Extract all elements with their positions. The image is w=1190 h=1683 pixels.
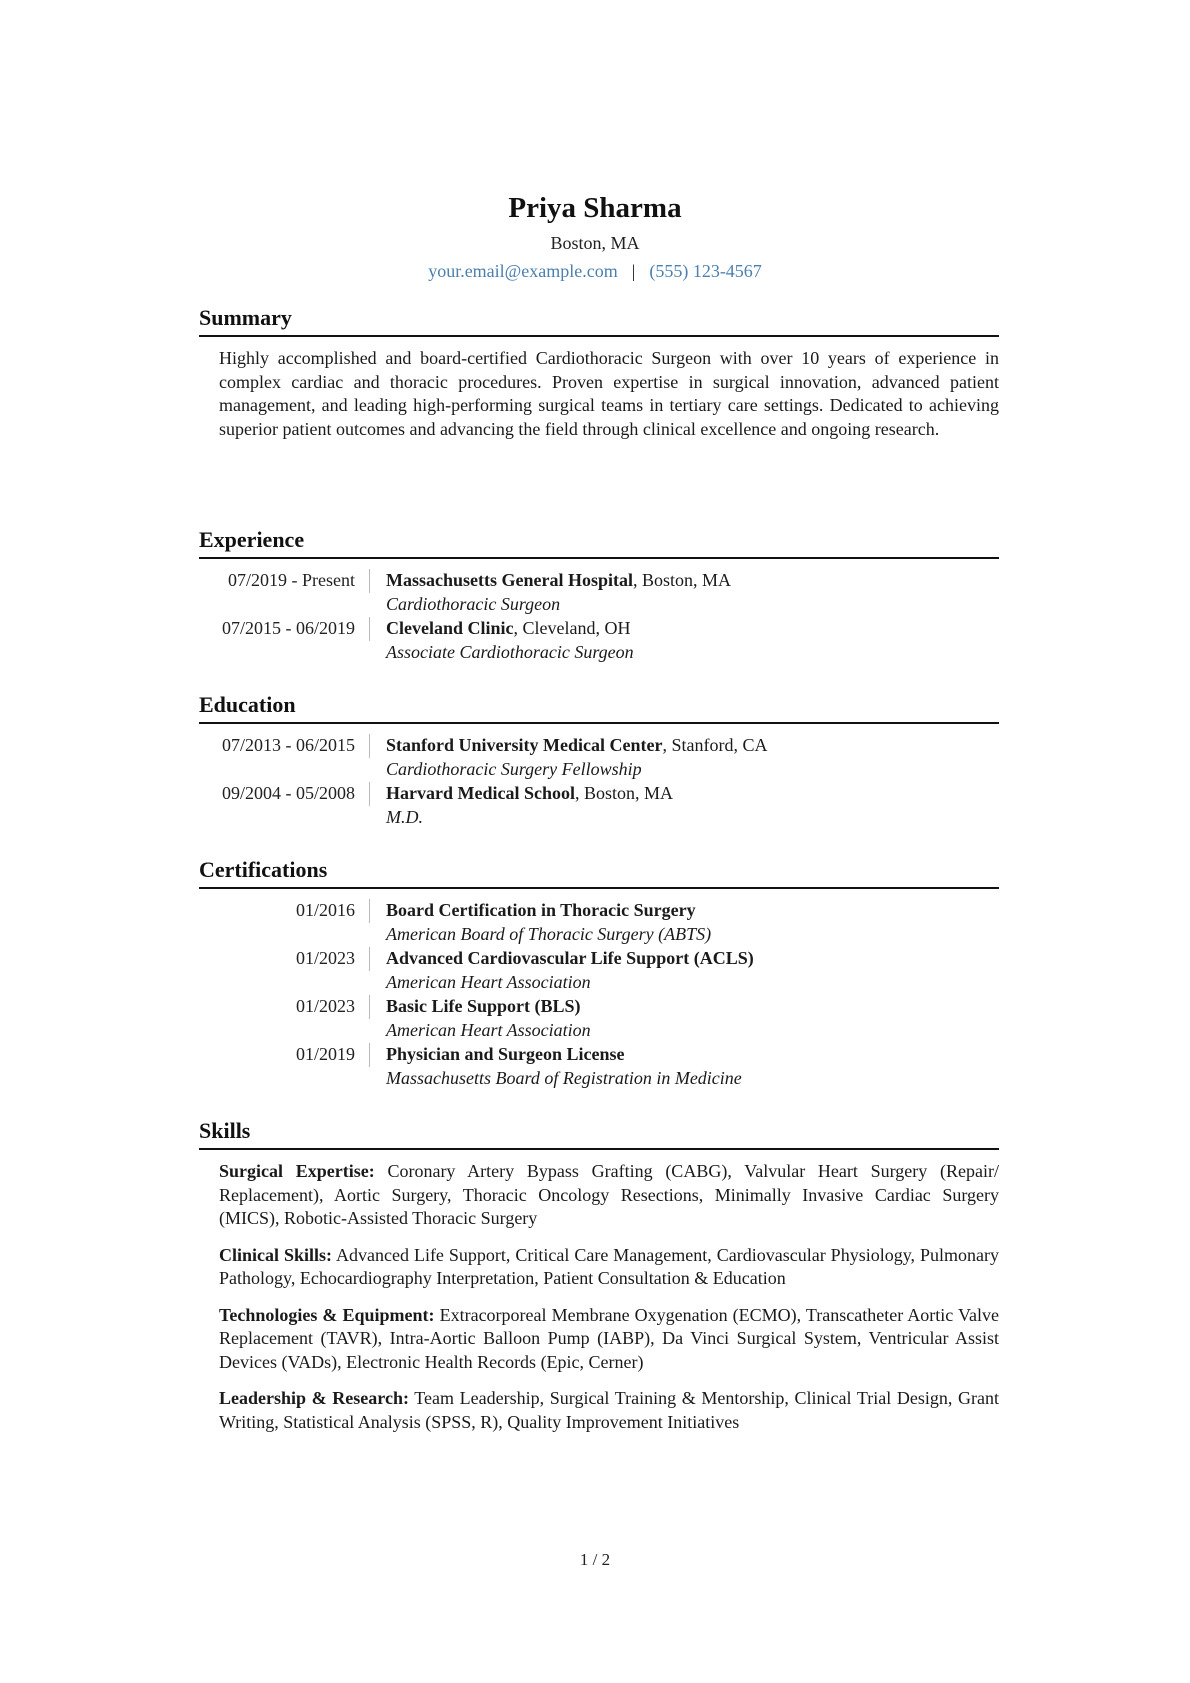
skill-group: [219, 1304, 999, 1375]
education-entry: [199, 782, 999, 829]
entry-date: 07/2019 - Present: [199, 569, 370, 593]
skill-group: [219, 1244, 999, 1291]
certification-issuer: Massachusetts Board of Registration in Medicine: [386, 1067, 742, 1088]
certification-entry: [199, 947, 999, 994]
entry-location: , Boston, MA: [633, 570, 732, 590]
certification-name: Physician and Surgeon License: [386, 1044, 625, 1064]
certification-issuer: American Heart Association: [386, 971, 591, 992]
certification-name: Board Certification in Thoracic Surgery: [386, 900, 696, 920]
entry-organization: Cleveland Clinic: [386, 618, 514, 638]
entry-institution: Stanford University Medical Center: [386, 735, 663, 755]
education-entry: [199, 734, 999, 781]
entry-date: 07/2015 - 06/2019: [199, 617, 370, 641]
contact-line: [0, 258, 1190, 284]
skill-group-text: Advanced Life Support, Critical Care Management, Cardiovascular Physiology, Pulmonary Pathology, Echocardiography Interpretation, Patient Consultation & Education: [219, 1244, 1000, 1288]
phone-link[interactable]: (555) 123-4567: [649, 261, 762, 281]
entry-institution: Harvard Medical School: [386, 783, 575, 803]
entry-role: Cardiothoracic Surgeon: [386, 593, 561, 614]
entry-date: 09/2004 - 05/2008: [199, 782, 370, 806]
entry-date: 01/2016: [199, 899, 370, 923]
certification-issuer: American Board of Thoracic Surgery (ABTS): [386, 923, 712, 944]
summary-section: [199, 304, 999, 441]
section-title-certifications: Certifications: [199, 856, 999, 889]
entry-organization: Massachusetts General Hospital: [386, 570, 633, 590]
summary-text: Highly accomplished and board-certified Cardiothoracic Surgeon with over 10 years of experience in complex cardiac and thoracic procedures. Proven expertise in surgical innovation, advanced patient management, and leading high-performing surgical teams in tertiary care settings. Dedicated to achieving superior patient outcomes and advancing the field through clinical excellence and ongoing research.: [219, 348, 999, 439]
page-number: 1 / 2: [579, 1550, 611, 1569]
certification-entry: [199, 1043, 999, 1090]
certification-entry: [199, 995, 999, 1042]
certification-issuer: American Heart Association: [386, 1019, 591, 1040]
skill-group-text: Extracorporeal Membrane Oxygenation (ECMO), Transcatheter Aortic Valve Replacement (TAVR), Intra-Aortic Balloon Pump (IABP), Da Vinci Surgical System, Ventricular Assist Devices (VADs), Electronic Health Records (Epic, Cerner): [219, 1304, 999, 1372]
certifications-section: [199, 856, 999, 1091]
certification-name: Basic Life Support (BLS): [386, 996, 581, 1016]
certification-entry: [199, 899, 999, 946]
entry-date: 07/2013 - 06/2015: [199, 734, 370, 758]
skills-section: [199, 1117, 999, 1447]
entry-degree: M.D.: [386, 806, 423, 827]
education-section: [199, 691, 999, 830]
section-title-skills: Skills: [199, 1117, 999, 1150]
certification-name: Advanced Cardiovascular Life Support (ACLS): [386, 948, 754, 968]
entry-degree: Cardiothoracic Surgery Fellowship: [386, 758, 642, 779]
entry-location: , Boston, MA: [574, 783, 673, 803]
skill-group: [219, 1160, 999, 1231]
entry-location: , Cleveland, OH: [513, 618, 631, 638]
entry-role: Associate Cardiothoracic Surgeon: [386, 641, 634, 662]
entry-date: 01/2023: [199, 995, 370, 1019]
section-title-education: Education: [199, 691, 999, 724]
experience-entry: [199, 569, 999, 616]
skill-group-label: Leadership & Research:: [219, 1388, 409, 1408]
entry-location: , Stanford, CA: [662, 735, 768, 755]
experience-section: [199, 526, 999, 665]
section-title-experience: Experience: [199, 526, 999, 559]
resume-header: [0, 190, 1190, 284]
skill-group-label: Technologies & Equipment:: [219, 1304, 435, 1325]
skill-group-text: Team Leadership, Surgical Training & Mentorship, Clinical Trial Design, Grant Writing, Statistical Analysis (SPSS, R), Quality Improvement Initiatives: [219, 1388, 999, 1432]
experience-entry: [199, 617, 999, 664]
contact-separator: |: [631, 261, 636, 281]
skill-group: [219, 1387, 999, 1434]
skill-group-text: Coronary Artery Bypass Grafting (CABG), Valvular Heart Surgery (Repair/ Replacement), Aortic Surgery, Thoracic Oncology Resections, Minimally Invasive Cardiac Surgery (MICS), Robotic-Assisted Thoracic Surgery: [219, 1161, 999, 1228]
entry-date: 01/2019: [199, 1043, 370, 1067]
skill-group-label: Surgical Expertise:: [219, 1161, 375, 1181]
section-title-summary: Summary: [199, 304, 999, 337]
entry-date: 01/2023: [199, 947, 370, 971]
skill-group-label: Clinical Skills:: [219, 1244, 333, 1265]
candidate-name: Priya Sharma: [508, 192, 682, 224]
email-link[interactable]: your.email@example.com: [428, 261, 618, 281]
candidate-location: Boston, MA: [550, 233, 640, 253]
